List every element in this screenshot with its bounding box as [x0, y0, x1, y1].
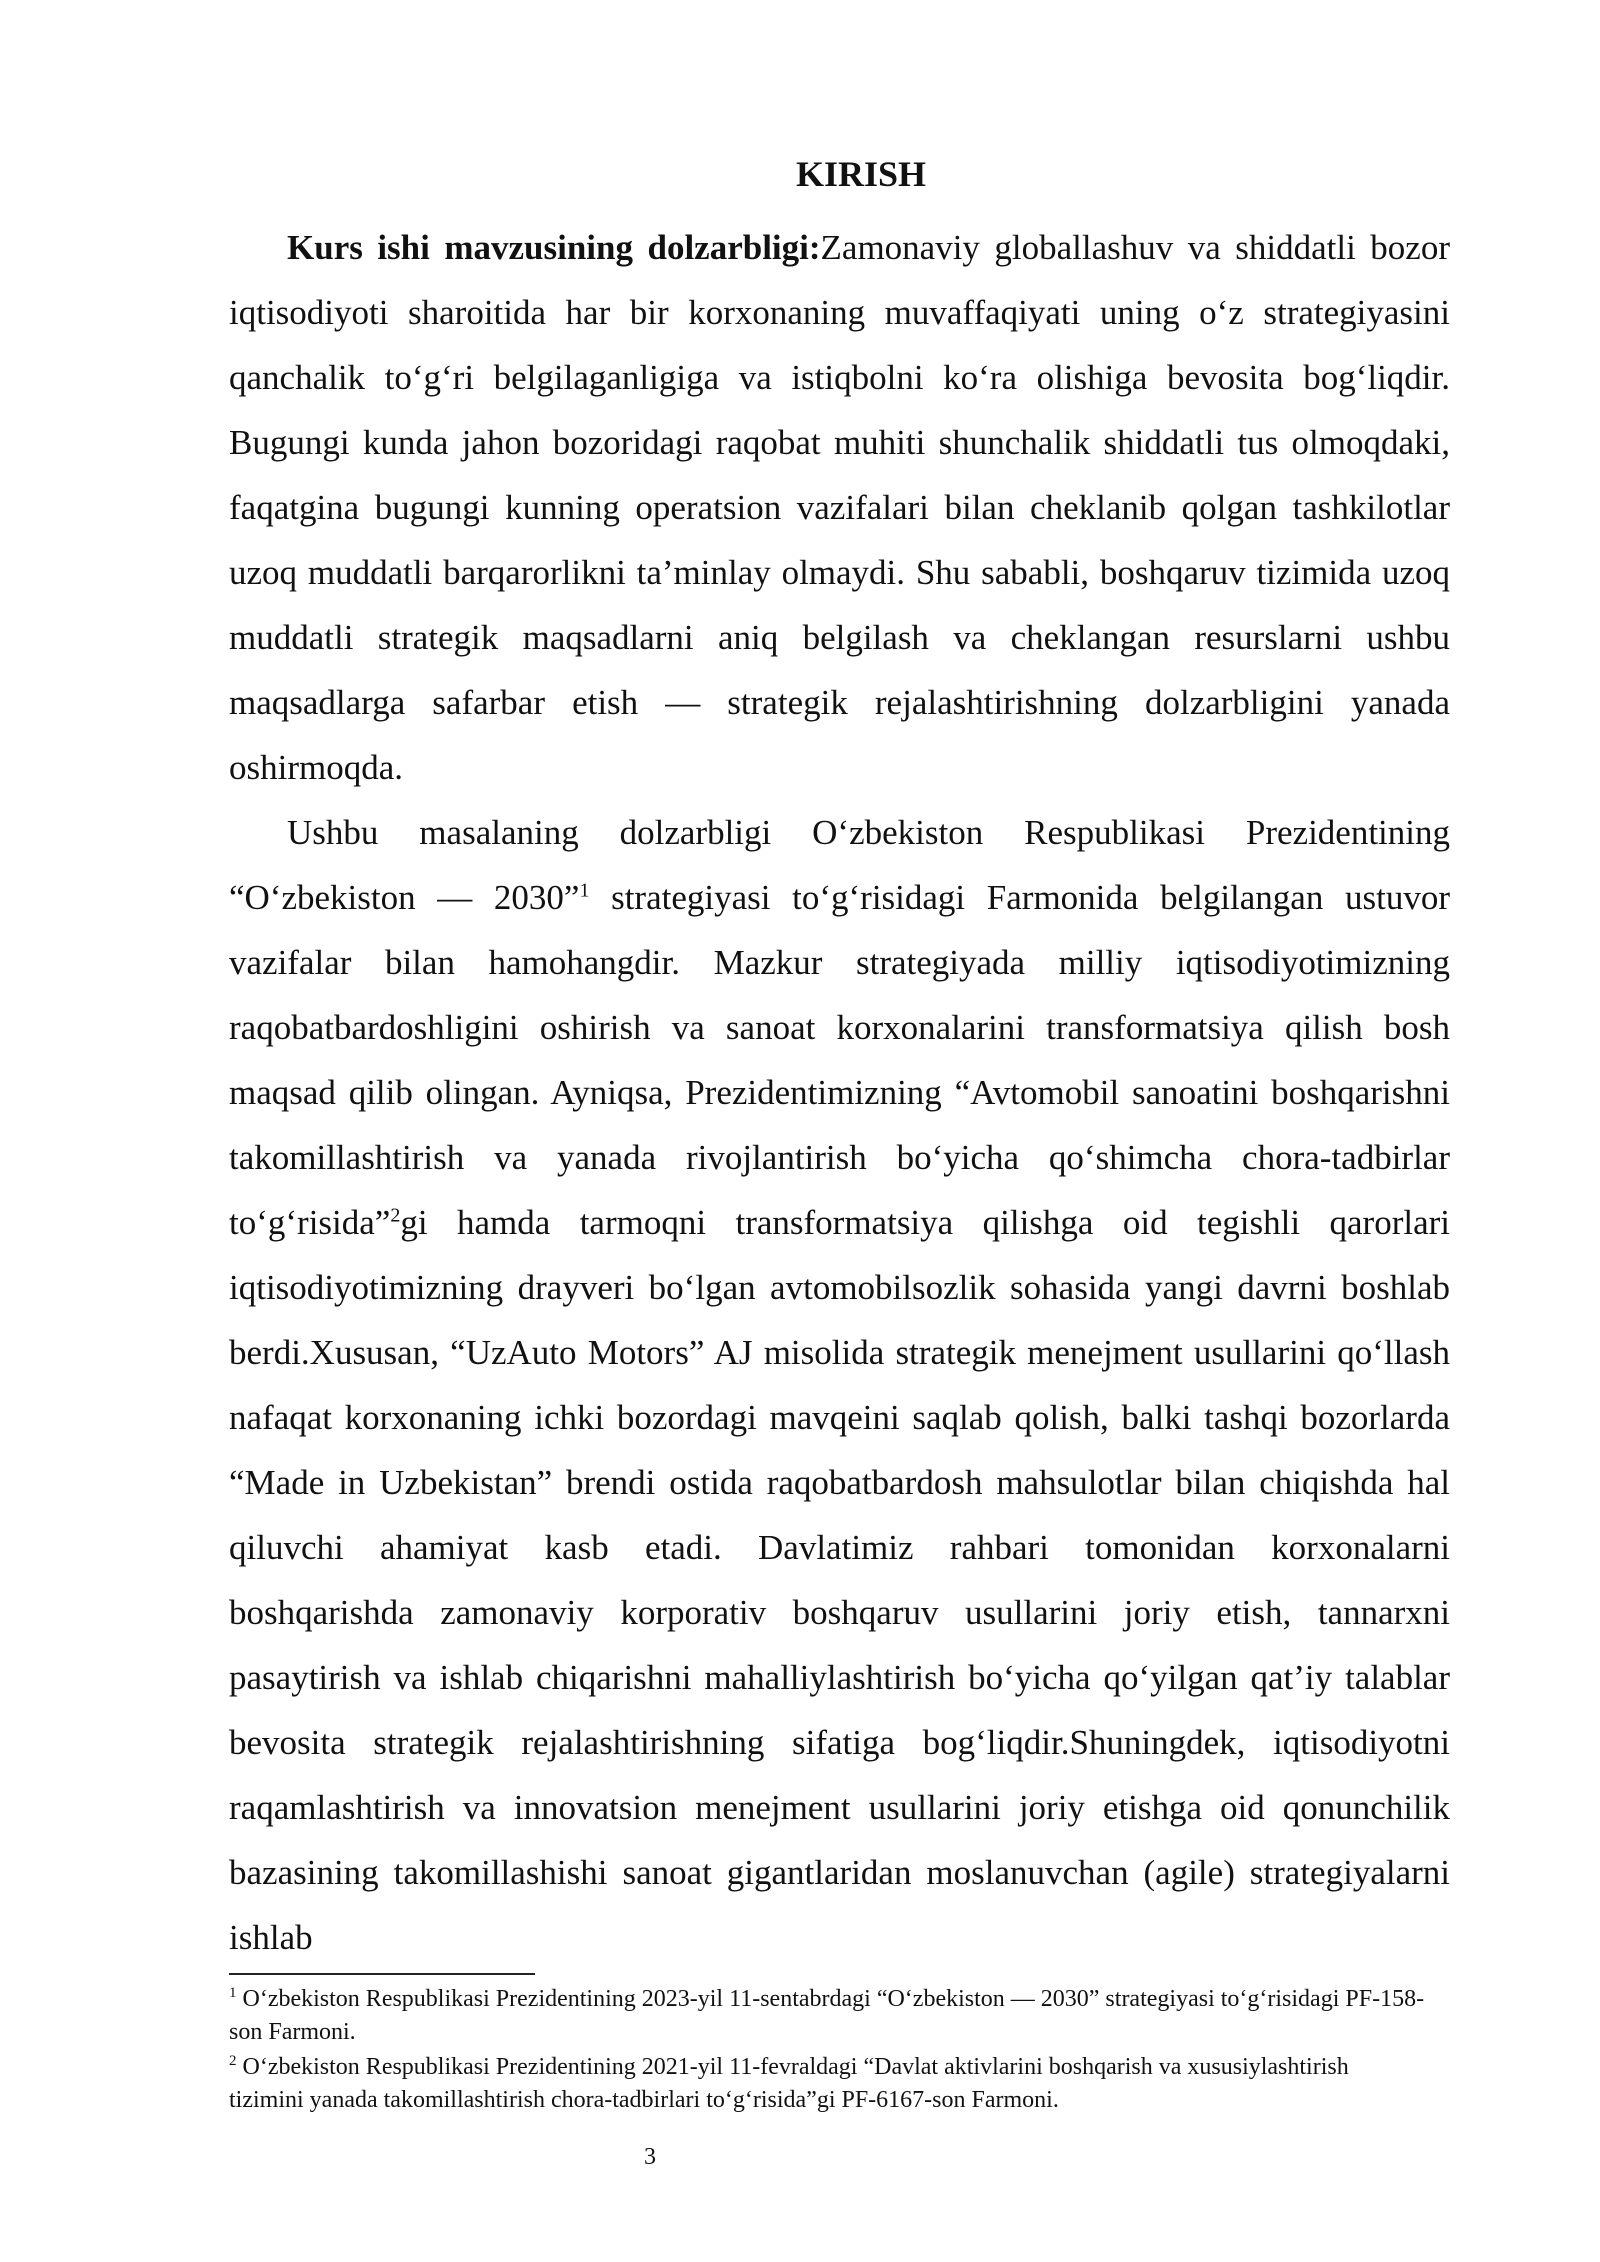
- footnotes: [229, 1983, 1429, 2119]
- body-text: [229, 215, 1450, 1970]
- footnote-text: O‘zbekiston Respublikasi Prezidentining 2023-yil 11-sentabrdagi “O‘zbekiston — 2030” strategiyasi to‘g‘risidagi PF-158-son Farmoni.: [229, 1986, 1425, 2045]
- paragraph-text: gi hamda tarmoqni transformatsiya qilishga oid tegishli qarorlari iqtisodiyotimizning drayveri bo‘lgan avtomobilsozlik sohasida yangi davrni boshlab berdi.Xususan, “UzAuto Motors” AJ misolida strategik menejment usullarini qo‘llash nafaqat korxonaning ichki bozordagi mavqeini saqlab qolish, balki tashqi bozorlarda “Made in Uzbekistan” brendi ostida raqobatbardosh mahsulotlar bilan chiqishda hal qiluvchi ahamiyat kasb etadi. Davlatimiz rahbari tomonidan korxonalarni boshqarishda zamonaviy korporativ boshqaruv usullarini joriy etish, tannarxni pasaytirish va ishlab chiqarishni mahalliylashtirish bo‘yicha qo‘yilgan qat’iy talablar bevosita strategik rejalashtirishning sifatiga bog‘liqdir.Shuningdek, iqtisodiyotni raqamlashtirish va innovatsion menejment usullarini joriy etishga oid qonunchilik bazasining takomillashishi sanoat gigantlaridan moslanuvchan (agile) strategiyalarni ishlab: [229, 1203, 1450, 1957]
- footnote-ref-1[interactable]: 1: [579, 879, 590, 902]
- section-heading: KIRISH: [795, 154, 927, 194]
- footnote-text: O‘zbekiston Respublikasi Prezidentining 2021-yil 11-fevraldagi “Davlat aktivlarini boshqarish va xususiylashtirish tizimini yanada takomillashtirish chora-tadbirlari to‘g‘risida”gi PF-6167-son Farmoni.: [229, 2054, 1349, 2113]
- footnote-ref-2[interactable]: 2: [390, 1204, 401, 1227]
- paragraph-text: Ushbu masalaning dolzarbligi O‘zbekiston Respublikasi Prezidentining “O‘zbekiston — 2030”: [229, 813, 1450, 917]
- footnote-mark: 2: [229, 2053, 237, 2069]
- paragraph-text: strategiyasi to‘g‘risidagi Farmonida belgilangan ustuvor vazifalar bilan hamohangdir. Mazkur strategiyada milliy iqtisodiyotimizning raqobatbardoshligini oshirish va sanoat korxonalarini transformatsiya qilish bosh maqsad qilib olingan. Ayniqsa, Prezidentimizning “Avtomobil sanoatini boshqarishni takomillashtirish va yanada rivojlantirish bo‘yicha qo‘shimcha chora-tadbirlar to‘g‘risida”: [229, 878, 1450, 1242]
- paragraph-relevance: [229, 215, 1450, 800]
- footnote-1: [229, 1983, 1429, 2049]
- footnote-divider: [229, 1973, 535, 1975]
- paragraph-lead: Kurs ishi mavzusining dolzarbligi:: [287, 228, 821, 267]
- footnote-mark: 1: [229, 1985, 237, 2001]
- page-number: 3: [644, 2144, 656, 2170]
- paragraph-text: Zamonaviy globallashuv va shiddatli bozor iqtisodiyoti sharoitida har bir korxonaning muvaffaqiyati uning o‘z strategiyasini qanchalik to‘g‘ri belgilaganligiga va istiqbolni ko‘ra olishiga bevosita bog‘liqdir. Bugungi kunda jahon bozoridagi raqobat muhiti shunchalik shiddatli tus olmoqdaki, faqatgina bugungi kunning operatsion vazifalari bilan cheklanib qolgan tashkilotlar uzoq muddatli barqarorlikni ta’minlay olmaydi. Shu sababli, boshqaruv tizimida uzoq muddatli strategik maqsadlarni aniq belgilash va cheklangan resurslarni ushbu maqsadlarga safarbar etish — strategik rejalashtirishning dolzarbligini yanada oshirmoqda.: [229, 228, 1450, 787]
- footnote-2: [229, 2051, 1429, 2117]
- paragraph-strategy: [229, 800, 1450, 1970]
